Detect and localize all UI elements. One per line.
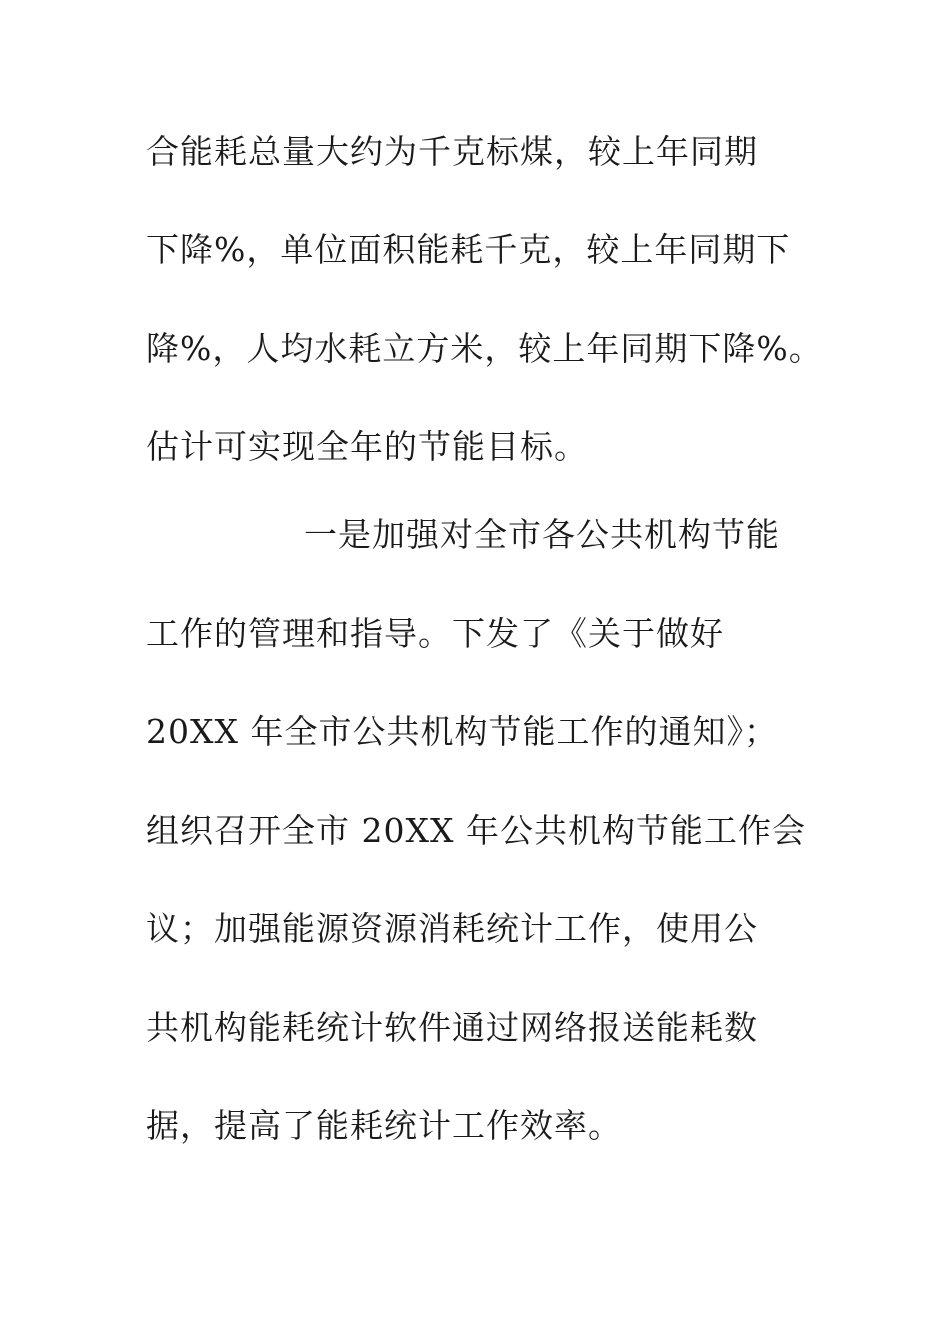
body-text-line: 估计可实现全年的节能目标。: [146, 427, 588, 466]
body-text-line: 20XX 年全市公共机构节能工作的通知》；: [146, 712, 778, 751]
body-text-line: 据，提高了能耗统计工作效率。: [146, 1106, 622, 1145]
body-text-line: 降%，人均水耗立方米，较上年同期下降%。: [146, 329, 823, 368]
body-text-line: 共机构能耗统计软件通过网络报送能耗数: [146, 1008, 758, 1047]
body-text-line: 组织召开全市 20XX 年公共机构节能工作会: [146, 811, 806, 850]
body-text-line: 合能耗总量大约为千克标煤，较上年同期: [146, 132, 758, 171]
body-text-line: 工作的管理和指导。下发了《关于做好: [146, 614, 724, 653]
paragraph-start-line: 一是加强对全市各公共机构节能: [304, 515, 780, 554]
body-text-line: 议；加强能源资源消耗统计工作，使用公: [146, 909, 758, 948]
body-text-line: 下降%，单位面积能耗千克，较上年同期下: [146, 230, 791, 269]
